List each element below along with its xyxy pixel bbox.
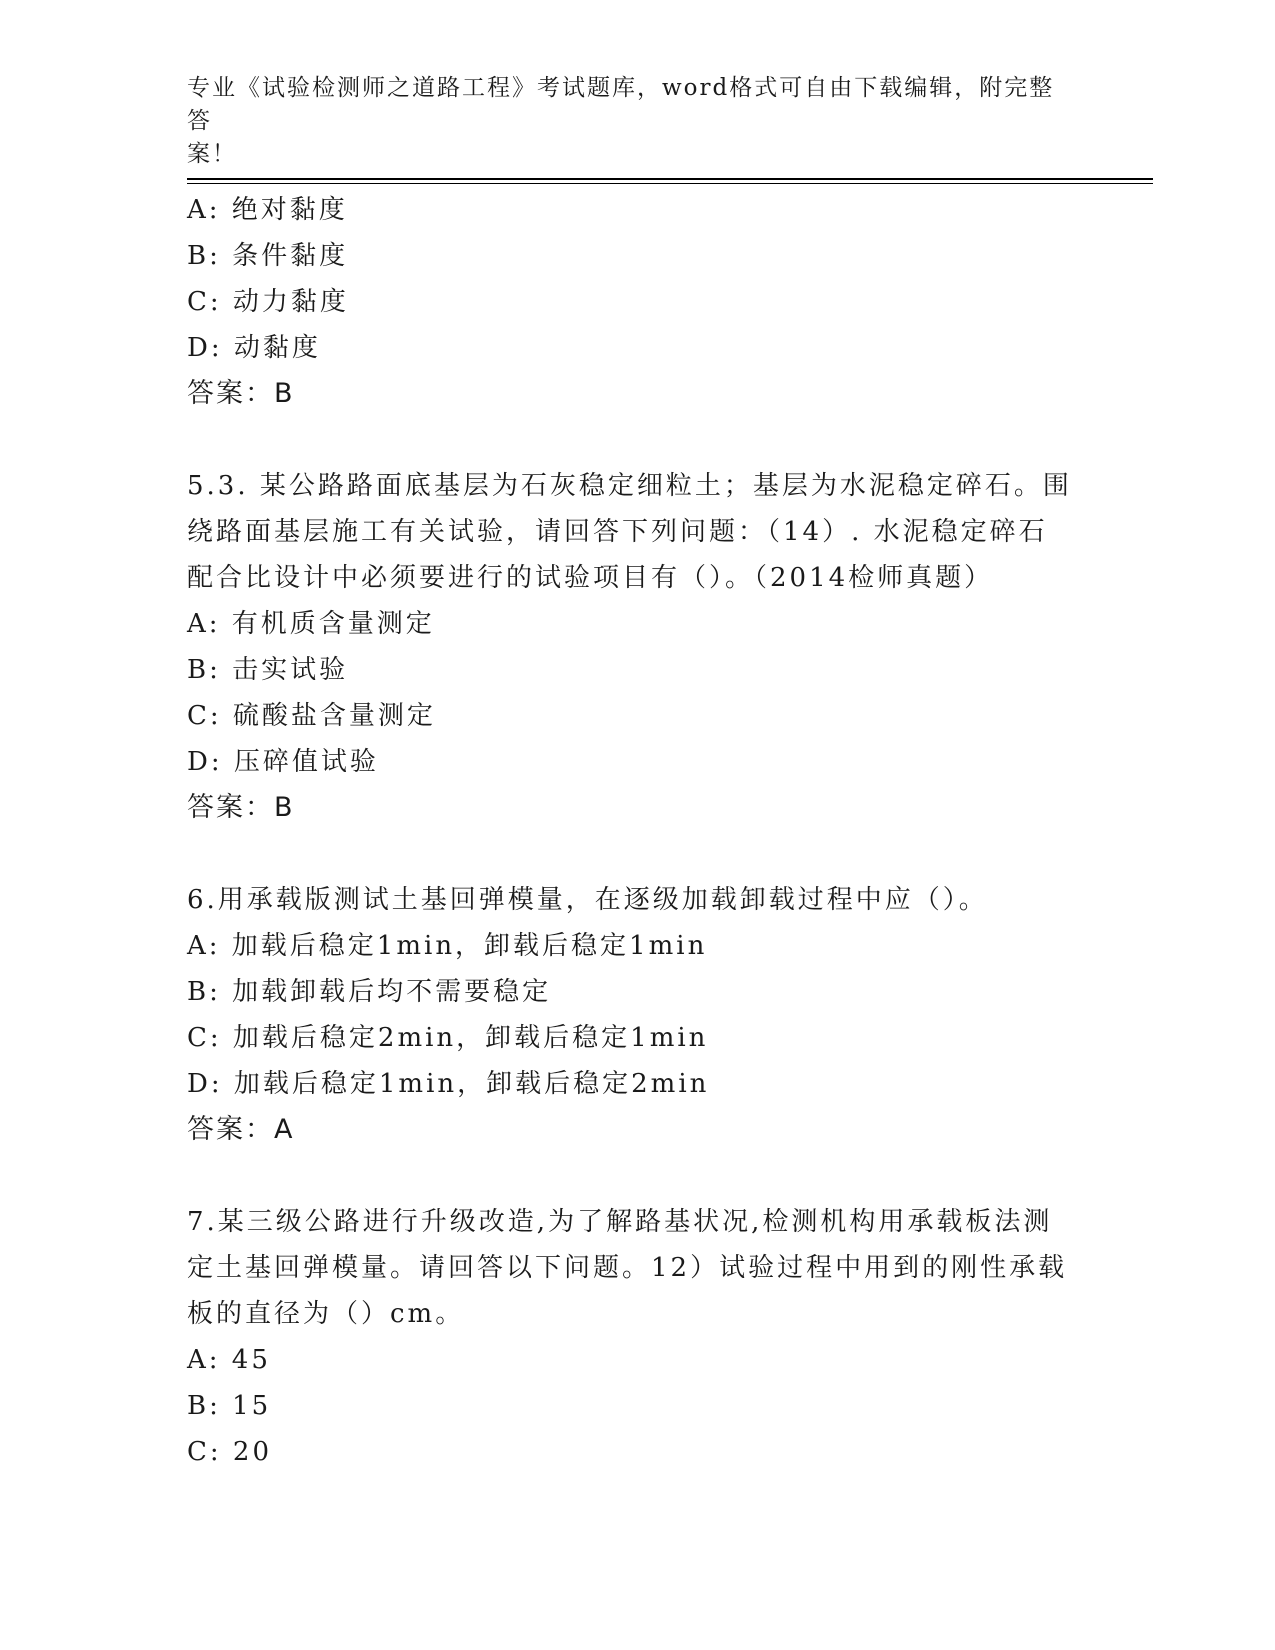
- question-text-line: 5.3. 某公路路面底基层为石灰稳定细粒土；基层为水泥稳定碎石。围: [187, 471, 1072, 501]
- option-b: B: 15: [187, 1391, 272, 1421]
- header-divider-thin: [187, 183, 1153, 184]
- question-text-line: 定土基回弹模量。请回答以下问题。12）试验过程中用到的刚性承载: [187, 1253, 1068, 1283]
- question-list: [187, 187, 1087, 1475]
- option-c: C: 动力黏度: [187, 287, 349, 317]
- question-block-7: [187, 1199, 1087, 1475]
- option-c: C: 硫酸盐含量测定: [187, 701, 436, 731]
- question-text-line: 绕路面基层施工有关试验，请回答下列问题：（14）. 水泥稳定碎石: [187, 517, 1048, 547]
- option-a: A: 45: [187, 1345, 271, 1375]
- option-b: B: 击实试验: [187, 655, 349, 685]
- question-text-line: 配合比设计中必须要进行的试验项目有（）。（2014检师真题）: [187, 563, 994, 593]
- header-divider-thick: [187, 178, 1153, 180]
- option-a: A: 绝对黏度: [187, 195, 348, 225]
- option-b: B: 加载卸载后均不需要稳定: [187, 977, 552, 1007]
- document-header: [187, 72, 1067, 171]
- question-block-5: [187, 463, 1087, 831]
- question-text-line: 6.用承载版测试土基回弹模量，在逐级加载卸载过程中应（）。: [187, 885, 988, 915]
- option-d: D: 压碎值试验: [187, 747, 379, 777]
- option-c: C: 加载后稳定2min，卸载后稳定1min: [187, 1023, 709, 1053]
- question-block-4: [187, 187, 1087, 417]
- question-text-line: 7.某三级公路进行升级改造,为了解路基状况,检测机构用承载板法测: [187, 1207, 1053, 1237]
- answer-line: 答案：B: [187, 792, 295, 823]
- option-a: A: 有机质含量测定: [187, 609, 435, 639]
- answer-line: 答案：A: [187, 1114, 295, 1145]
- option-a: A: 加载后稳定1min，卸载后稳定1min: [187, 931, 708, 961]
- question-block-6: [187, 877, 1087, 1153]
- option-d: D: 加载后稳定1min，卸载后稳定2min: [187, 1069, 710, 1099]
- question-text-line: 板的直径为（）cm。: [187, 1299, 465, 1329]
- option-c: C: 20: [187, 1437, 273, 1467]
- header-line-2: 案！: [187, 141, 237, 167]
- option-d: D: 动黏度: [187, 333, 321, 363]
- option-b: B: 条件黏度: [187, 241, 349, 271]
- answer-line: 答案：B: [187, 378, 295, 409]
- header-line-1: 专业《试验检测师之道路工程》考试题库，word格式可自由下载编辑，附完整答: [187, 75, 1055, 134]
